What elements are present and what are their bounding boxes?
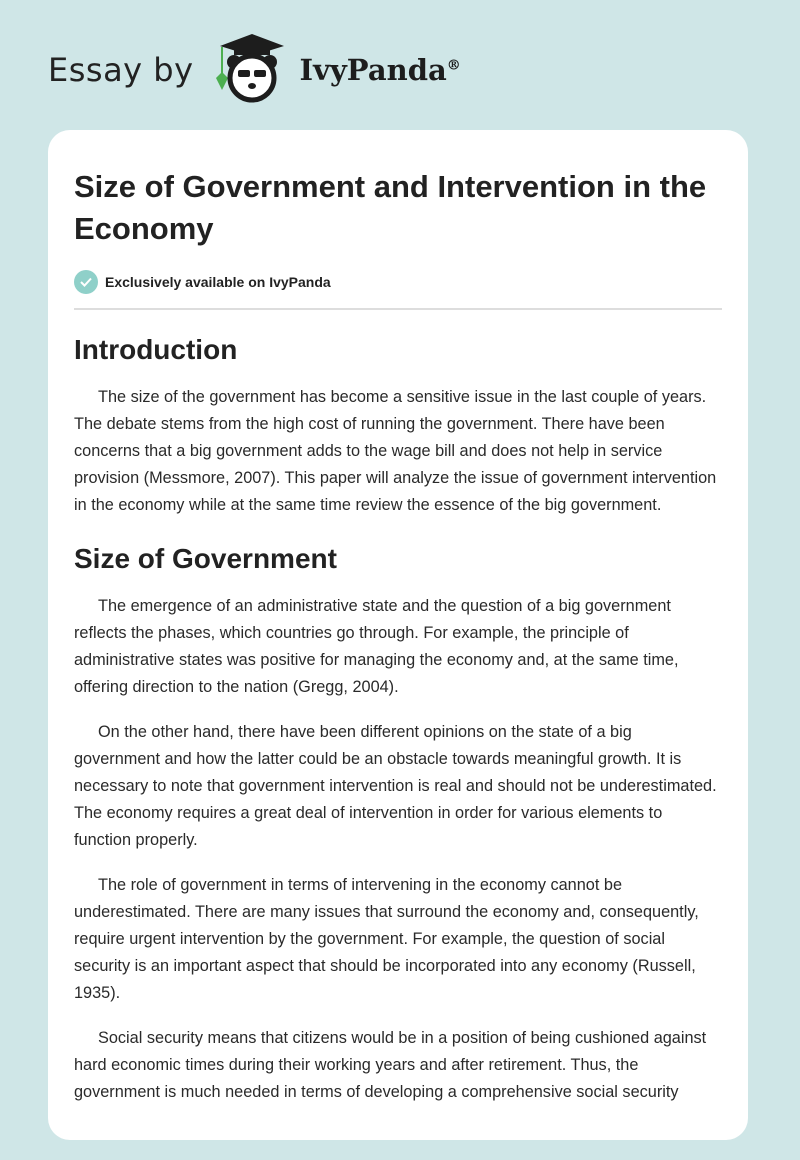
divider [74, 308, 722, 310]
check-icon [74, 270, 98, 294]
essay-by-label: Essay by [48, 51, 194, 89]
paragraph: On the other hand, there have been different opinions on the state of a big government and how the latter could be an obstacle towards meaningful growth. It is necessary to note that government intervention is real and should not be underestimated. The economy requires a great deal of intervention in order for various elements to function properly. [74, 723, 717, 849]
exclusive-badge [74, 270, 722, 294]
essay-title: Size of Government and Intervention in the Economy [74, 169, 707, 246]
brand-name[interactable] [300, 53, 461, 87]
section-heading: Introduction [74, 334, 238, 365]
brand-text: IvyPanda [299, 53, 447, 87]
paragraph: The role of government in terms of intervening in the economy cannot be underestimated. There are many issues that surround the economy and, consequently, require urgent intervention by the government. For example, the question of social security is an important aspect that should be incorporated into any economy (Russell, 1935). [74, 876, 699, 1002]
ivypanda-logo-icon[interactable] [212, 32, 292, 109]
paragraph: The size of the government has become a sensitive issue in the last couple of years. The debate stems from the high cost of running the government. There have been concerns that a big government adds to the wage bill and does not help in service provision (Messmore, 2007). This paper will analyze the issue of government intervention in the economy while at the same time review the essence of the big government. [74, 388, 717, 514]
exclusive-label: Exclusively available on IvyPanda [105, 274, 331, 290]
section-heading: Size of Government [74, 543, 337, 574]
site-header [48, 30, 461, 110]
paragraph: The emergence of an administrative state and the question of a big government reflects the phases, which countries go through. For example, the principle of administrative states was positive for managing the economy and, at the same time, offering direction to the nation (Gregg, 2004). [74, 597, 679, 696]
registered-mark: ® [446, 57, 461, 74]
essay-card [48, 130, 748, 1140]
paragraph: Social security means that citizens would be in a position of being cushioned against hard economic times during their working years and after retirement. Thus, the government is much needed in terms of developing a comprehensive social security [74, 1029, 707, 1101]
